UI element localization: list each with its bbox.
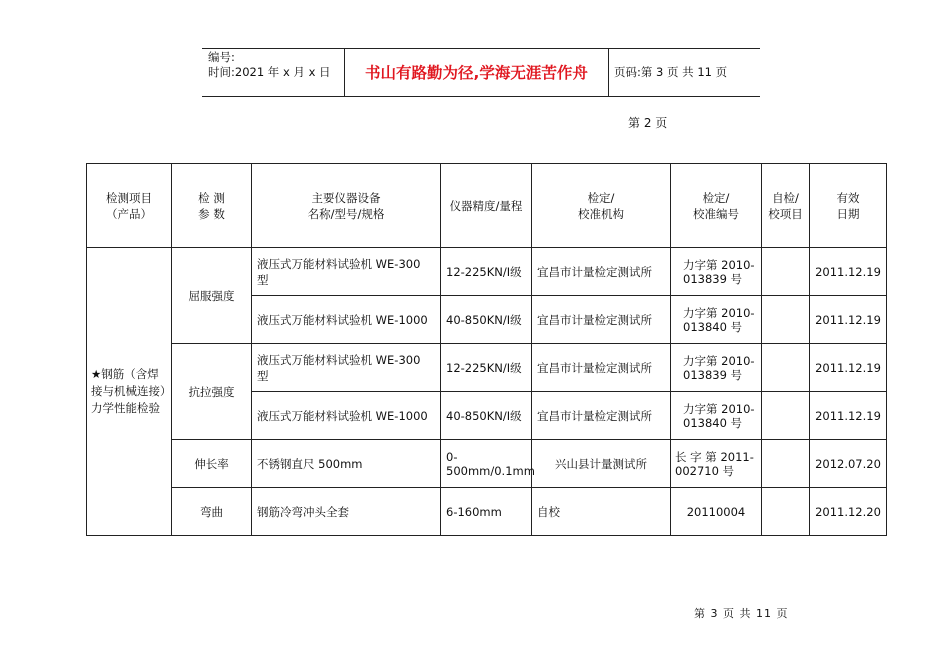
code-cell: 20110004 (671, 488, 762, 536)
precision-cell: 40-850KN/Ⅰ级 (441, 296, 532, 344)
header-cell-code: 检定/ 校准编号 (671, 164, 762, 248)
param-cell: 屈服强度 (172, 248, 252, 344)
institution-cell: 兴山县计量测试所 (532, 440, 671, 488)
date-cell: 2011.12.19 (810, 248, 887, 296)
precision-cell: 6-160mm (441, 488, 532, 536)
self-check-cell (762, 488, 810, 536)
document-number-label: 编号: (208, 50, 235, 64)
product-cell: ★钢筋（含焊接与机械连接）力学性能检验 (87, 248, 172, 536)
equipment-cell: 液压式万能材料试验机 WE-300 型 (252, 248, 441, 296)
table-row (87, 440, 887, 488)
header-cell-date: 有效 日期 (810, 164, 887, 248)
self-check-cell (762, 344, 810, 392)
table-row (87, 248, 887, 296)
date-cell: 2012.07.20 (810, 440, 887, 488)
date-cell: 2011.12.19 (810, 344, 887, 392)
code-cell: 力字第 2010- 013839 号 (671, 248, 762, 296)
calibration-table (86, 163, 887, 536)
precision-cell: 12-225KN/Ⅰ级 (441, 248, 532, 296)
code-cell: 力字第 2010- 013840 号 (671, 296, 762, 344)
code-cell: 力字第 2010- 013840 号 (671, 392, 762, 440)
institution-cell: 宜昌市计量检定测试所 (532, 344, 671, 392)
institution-cell: 宜昌市计量检定测试所 (532, 392, 671, 440)
page-footer: 第 3 页 共 11 页 (694, 607, 789, 620)
header-cell-precision: 仪器精度/量程 (441, 164, 532, 248)
header-cell-item: 检测项目 （产品） (87, 164, 172, 248)
table-header-row (87, 164, 887, 248)
header-meta (208, 50, 331, 80)
page-header (202, 48, 760, 96)
header-cell-institution: 检定/ 校准机构 (532, 164, 671, 248)
equipment-cell: 液压式万能材料试验机 WE-1000 (252, 296, 441, 344)
header-divider (608, 48, 609, 96)
equipment-cell: 液压式万能材料试验机 WE-300 型 (252, 344, 441, 392)
code-cell: 力字第 2010- 013839 号 (671, 344, 762, 392)
precision-cell: 12-225KN/Ⅰ级 (441, 344, 532, 392)
param-cell: 伸长率 (172, 440, 252, 488)
param-cell: 抗拉强度 (172, 344, 252, 440)
date-cell: 2011.12.19 (810, 296, 887, 344)
table-row (87, 488, 887, 536)
institution-cell: 自校 (532, 488, 671, 536)
institution-cell: 宜昌市计量检定测试所 (532, 248, 671, 296)
equipment-cell: 不锈钢直尺 500mm (252, 440, 441, 488)
institution-cell: 宜昌市计量检定测试所 (532, 296, 671, 344)
self-check-cell (762, 392, 810, 440)
precision-cell: 0-500mm/0.1mm (441, 440, 532, 488)
equipment-cell: 液压式万能材料试验机 WE-1000 (252, 392, 441, 440)
header-page-info: 页码:第 3 页 共 11 页 (614, 65, 728, 79)
param-cell: 弯曲 (172, 488, 252, 536)
date-cell: 2011.12.19 (810, 392, 887, 440)
self-check-cell (762, 296, 810, 344)
header-cell-self-check: 自检/ 校项目 (762, 164, 810, 248)
self-check-cell (762, 440, 810, 488)
precision-cell: 40-850KN/Ⅰ级 (441, 392, 532, 440)
header-bottom-rule (202, 96, 760, 97)
page-marker: 第 2 页 (628, 116, 668, 130)
header-cell-equipment: 主要仪器设备 名称/型号/规格 (252, 164, 441, 248)
code-cell: 长 字 第 2011- 002710 号 (671, 440, 762, 488)
header-motto: 书山有路勤为径,学海无涯苦作舟 (365, 64, 588, 82)
self-check-cell (762, 248, 810, 296)
date-cell: 2011.12.20 (810, 488, 887, 536)
equipment-cell: 钢筋冷弯冲头全套 (252, 488, 441, 536)
document-time: 时间:2021 年 x 月 x 日 (208, 65, 331, 79)
table-row (87, 344, 887, 392)
header-cell-param: 检 测 参 数 (172, 164, 252, 248)
